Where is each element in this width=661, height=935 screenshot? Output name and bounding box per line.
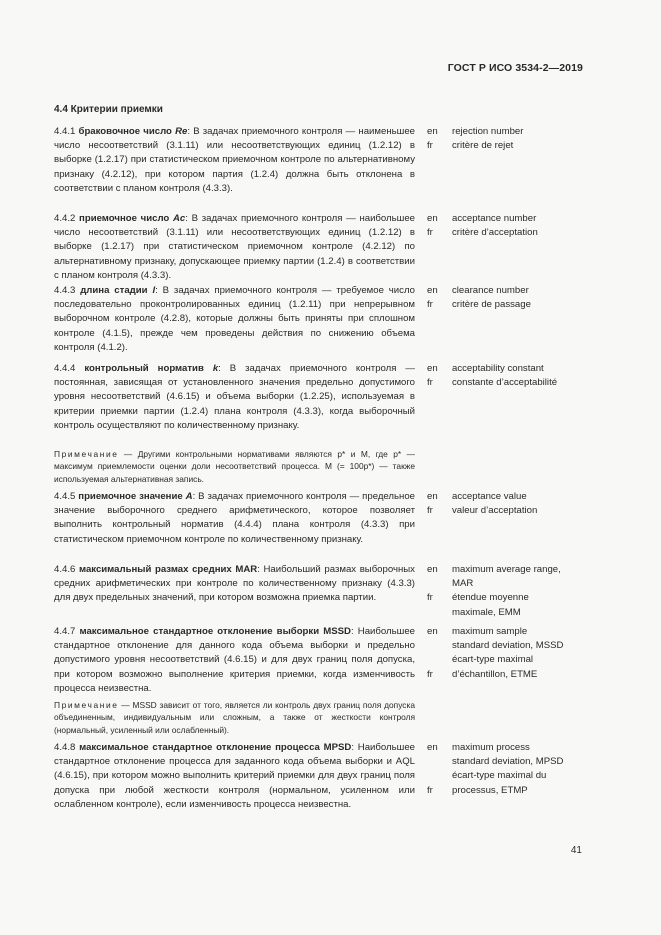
en-term: rejection number [452,126,524,137]
fr-term: critère de rejet [452,140,514,152]
lang-en: en [427,742,438,753]
en-term: maximum sample standard deviation, MSSD [452,626,564,652]
section-title: 4.4 Критерии приемки [54,104,163,115]
entry-body [54,212,415,283]
lang-fr: fr [427,299,433,311]
lang-codes [427,741,438,798]
translations [452,490,592,518]
fr-term: étendue moyenne maximale, EMM [452,592,529,618]
lang-en: en [427,213,438,224]
en-term: acceptance value [452,491,527,502]
lang-fr: fr [427,592,433,604]
entry-note [54,448,415,485]
translations [452,563,562,620]
lang-en: en [427,564,438,575]
lang-en: en [427,626,438,637]
fr-term: valeur d’acceptation [452,505,538,517]
entry-symbol: Ac [173,213,186,224]
entry-number: 4.4.5 [54,491,76,502]
entry-term: приемочное значение [78,491,183,502]
note-text: — Другими контрольными нормативами являются p* и M, где p* — максимум приемлемости оценки доли несоответствий процесса. M (= 100p*) — также используемая альтернативная запись. [54,449,415,484]
entry-symbol: Re [175,126,188,137]
entry-definition: : В задачах приемочного контроля — постоянная, зависящая от установленного значения предельно допустимого уровня несоответствий (4.6.15) и объема выборки (1.2.25), используемая в критерии приемки партии (1.2.4) плана контроля (4.3.3), когда выборочный контроль осуществляют по количественному признаку. [54,363,415,431]
en-term: clearance number [452,285,529,296]
fr-term: constante d’acceptabilité [452,377,558,389]
entry-body [54,284,415,355]
entry-number: 4.4.6 [54,564,76,575]
entry-symbol: l [152,285,156,296]
entry-symbol: k [212,363,219,374]
translations [452,284,592,312]
lang-en: en [427,126,438,137]
entry-body [54,563,415,606]
translations [452,125,592,153]
entry-term: максимальный размах средних MAR [78,564,258,575]
note-text: — MSSD зависит от того, является ли контроль двух границ поля допуска объединенным, индивидуальным или сложным, а также от жесткости контроля (нормальный, усиленный или ослабленный). [54,700,415,735]
en-term: acceptability constant [452,363,544,374]
note-label: Примечание [54,449,119,459]
translations [452,741,567,798]
entry-body [54,625,415,696]
lang-codes [427,563,438,606]
entry-symbol: A [185,491,193,502]
lang-fr: fr [427,227,433,239]
lang-codes [427,490,438,518]
entry-term: контрольный норматив [84,363,204,374]
entry-number: 4.4.4 [54,363,76,374]
entry-number: 4.4.3 [54,285,76,296]
lang-fr: fr [427,505,433,517]
note-label: Примечание [54,700,119,710]
entry-body [54,125,415,196]
entry-term: максимальное стандартное отклонение процесса MPSD [79,742,352,753]
entry-note [54,699,415,736]
lang-en: en [427,491,438,502]
entry-term: браковочное число [78,126,172,137]
entry-definition: : В задачах приемочного контроля — предельное значение выборочного среднего арифметического, которое позволяет выполнить контрольный норматив (4.4.4) плана контроля (4.3.3) при статистическом приемочном контроле по количественному признаку. [54,491,415,545]
fr-term: écart-type maximal d’échantillon, ETME [452,654,538,680]
translations [452,625,567,682]
fr-term: écart-type maximal du processus, ETMP [452,770,547,796]
entry-number: 4.4.8 [54,742,76,753]
entry-definition: : Наибольшее стандартное отклонение процесса для заданного кода объема выборки и AQL (4.6.15), при котором можно выполнить критерий приемки для двух границ поля допуска при любой жесткости контроля (нормальном, усиленном или ослабленном контроле), если изменчивость процесса неизвестна. [54,742,415,810]
entry-definition: : В задачах приемочного контроля — требуемое число последовательно проконтролированных единиц (1.2.11) при непрерывном выборочном контроле (4.2.8), которые должны быть приняты при сплошном контроле (4.1.5), прежде чем проведены действия по снижению объема контроля (4.1.2). [54,285,415,353]
en-term: acceptance number [452,213,537,224]
lang-fr: fr [427,140,433,152]
lang-en: en [427,363,438,374]
lang-codes [427,125,438,153]
entry-definition: : Наибольший размах выборочных средних арифметических при контроле по количественному признаку (4.3.3) для двух предельных значений, при котором возможна приемка партии. [54,564,415,604]
lang-codes [427,284,438,312]
translations [452,362,592,390]
translations [452,212,592,240]
lang-en: en [427,285,438,296]
lang-codes [427,362,438,390]
lang-codes [427,212,438,240]
lang-fr: fr [427,668,433,680]
entry-number: 4.4.7 [54,626,76,637]
fr-term: critère de passage [452,299,531,311]
entry-body [54,741,415,812]
fr-term: critère d’acceptation [452,227,538,239]
lang-fr: fr [427,784,433,796]
standard-header: ГОСТ Р ИСО 3534-2—2019 [447,62,583,74]
lang-codes [427,625,438,682]
entry-number: 4.4.1 [54,126,76,137]
en-term: maximum process standard deviation, MPSD [452,742,564,768]
page-number: 41 [570,845,582,856]
en-term: maximum average range, MAR [452,564,561,590]
entry-term: приемочное число [79,213,170,224]
entry-definition: : Наибольшее стандартное отклонение для данного кода объема выборки и предельно допустимого уровня несоответствий (4.6.15) и для двух границ поля допуска, при котором возможно выполнение критерия приемки, когда изменчивость процесса неизвестна. [54,626,416,694]
entry-term: длина стадии [80,285,148,296]
entry-body [54,362,415,433]
entry-body [54,490,415,547]
entry-definition: : В задачах приемочного контроля — наибольшее число несоответствий (3.1.11) или несоответствующих единиц (1.2.12) в выборке (1.2.17) при статистическом приемочном контроле (4.2.12) по альтернативному признаку, допускающее приемку партии (1.2.4) в соответствии с планом контроля (4.3.3). [54,213,416,281]
entry-definition: : В задачах приемочного контроля — наименьшее число несоответствий (3.1.11) или несоответствующих единиц (1.2.12) в выборке (1.2.17) при статистическом приемочном контроле по альтернативному признаку (4.2.12), при котором партия (1.2.4) должна быть отклонена в соответствии с планом контроля (4.3.3). [54,126,415,194]
entry-number: 4.4.2 [54,213,76,224]
entry-term: максимальное стандартное отклонение выборки MSSD [79,626,351,637]
lang-fr: fr [427,377,433,389]
